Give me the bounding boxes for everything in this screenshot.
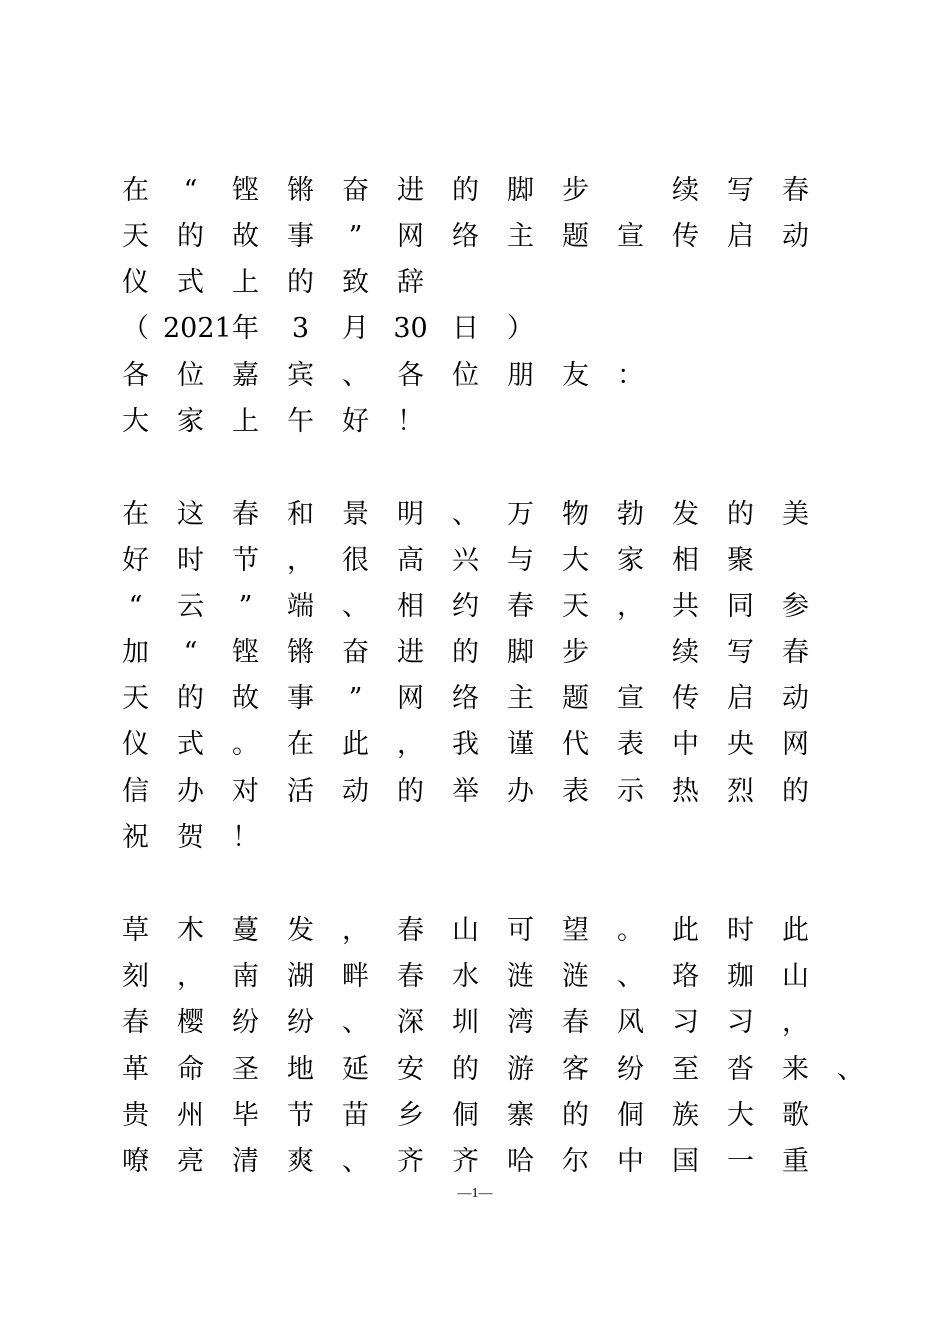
text-glyph: 涟 bbox=[507, 961, 534, 992]
text-glyph: 事 bbox=[287, 221, 314, 252]
text-glyph: 可 bbox=[507, 915, 534, 946]
text-glyph: 办 bbox=[507, 776, 534, 807]
text-glyph: ！ bbox=[232, 822, 259, 853]
text-glyph: 此 bbox=[782, 915, 809, 946]
text-glyph: 春 bbox=[782, 637, 809, 668]
paragraph-1-line bbox=[108, 584, 823, 630]
text-glyph: 致 bbox=[342, 267, 369, 298]
text-glyph: 寨 bbox=[507, 1100, 534, 1131]
text-glyph: 、 bbox=[342, 360, 369, 391]
text-glyph: 命 bbox=[177, 1054, 204, 1085]
text-glyph: 故 bbox=[232, 221, 259, 252]
text-glyph: 爽 bbox=[287, 1146, 314, 1177]
text-glyph: ， bbox=[177, 961, 204, 992]
text-glyph: 刻 bbox=[122, 961, 149, 992]
text-glyph: 涟 bbox=[562, 961, 589, 992]
text-glyph: 天 bbox=[562, 591, 589, 622]
text-glyph: 贵 bbox=[122, 1100, 149, 1131]
text-glyph: 、 bbox=[342, 1146, 369, 1177]
text-glyph: 相 bbox=[672, 545, 699, 576]
text-glyph: 代 bbox=[562, 729, 589, 760]
text-glyph: 。 bbox=[232, 729, 259, 760]
text-glyph: 春 bbox=[782, 175, 809, 206]
text-glyph: 客 bbox=[562, 1054, 589, 1085]
text-glyph: 的 bbox=[177, 221, 204, 252]
text-glyph: 延 bbox=[342, 1054, 369, 1085]
text-glyph: 景 bbox=[342, 499, 369, 530]
text-glyph: 水 bbox=[452, 961, 479, 992]
text-glyph: 的 bbox=[177, 683, 204, 714]
text-glyph: 、 bbox=[342, 1007, 369, 1038]
text-glyph: 烈 bbox=[727, 776, 754, 807]
paragraph-2-line bbox=[108, 1000, 823, 1046]
text-glyph: 写 bbox=[727, 637, 754, 668]
text-glyph: 各 bbox=[122, 360, 149, 391]
text-glyph: 共 bbox=[672, 591, 699, 622]
date-line bbox=[108, 306, 548, 352]
greeting-line bbox=[108, 399, 438, 445]
text-glyph: 木 bbox=[177, 915, 204, 946]
text-glyph: 圣 bbox=[232, 1054, 259, 1085]
text-glyph: 湾 bbox=[507, 1007, 534, 1038]
text-glyph: 、 bbox=[342, 591, 369, 622]
text-glyph: 时 bbox=[177, 545, 204, 576]
text-glyph: 表 bbox=[562, 776, 589, 807]
text-glyph: ， bbox=[287, 545, 314, 576]
text-glyph: 嘉 bbox=[232, 360, 259, 391]
text-glyph: 写 bbox=[727, 175, 754, 206]
text-glyph: 来 bbox=[782, 1054, 809, 1085]
text-glyph: 万 bbox=[507, 499, 534, 530]
text-glyph: 春 bbox=[232, 499, 259, 530]
text-glyph: 动 bbox=[782, 683, 809, 714]
salutation-line bbox=[108, 353, 658, 399]
text-glyph: ” bbox=[348, 683, 363, 714]
text-glyph: 中 bbox=[672, 729, 699, 760]
text-glyph: 热 bbox=[672, 776, 699, 807]
text-glyph: 铿 bbox=[232, 175, 259, 206]
text-glyph: 节 bbox=[287, 1100, 314, 1131]
text-glyph: 清 bbox=[232, 1146, 259, 1177]
text-glyph: 家 bbox=[177, 406, 204, 437]
text-glyph: 参 bbox=[782, 591, 809, 622]
text-glyph: 办 bbox=[177, 776, 204, 807]
text-glyph: 物 bbox=[562, 499, 589, 530]
text-glyph: 齐 bbox=[452, 1146, 479, 1177]
text-glyph: 的 bbox=[287, 267, 314, 298]
text-glyph: 2021 bbox=[163, 313, 232, 344]
text-glyph: 活 bbox=[287, 776, 314, 807]
text-glyph: 勃 bbox=[617, 499, 644, 530]
paragraph-2-line bbox=[108, 1047, 878, 1093]
text-glyph: 上 bbox=[232, 267, 259, 298]
text-glyph: 习 bbox=[727, 1007, 754, 1038]
text-glyph: 各 bbox=[397, 360, 424, 391]
text-glyph: 奋 bbox=[342, 175, 369, 206]
text-glyph: 亮 bbox=[177, 1146, 204, 1177]
text-glyph: 脚 bbox=[507, 637, 534, 668]
text-glyph: 一 bbox=[727, 1146, 754, 1177]
text-glyph: 、 bbox=[617, 961, 644, 992]
text-glyph: 锵 bbox=[287, 637, 314, 668]
text-glyph: 的 bbox=[452, 1054, 479, 1085]
text-glyph: （ bbox=[122, 313, 149, 344]
text-glyph: 表 bbox=[617, 729, 644, 760]
text-glyph: 辞 bbox=[397, 267, 424, 298]
text-glyph: 信 bbox=[122, 776, 149, 807]
text-glyph: 重 bbox=[782, 1146, 809, 1177]
text-glyph: 加 bbox=[122, 637, 149, 668]
text-glyph: 进 bbox=[397, 175, 424, 206]
paragraph-1-line bbox=[108, 722, 823, 768]
text-glyph: 山 bbox=[452, 915, 479, 946]
text-glyph: 央 bbox=[727, 729, 754, 760]
text-glyph: ， bbox=[782, 1007, 809, 1038]
text-glyph: 主 bbox=[507, 683, 534, 714]
text-glyph: 苗 bbox=[342, 1100, 369, 1131]
paragraph-1-line bbox=[108, 769, 823, 815]
text-glyph: 高 bbox=[397, 545, 424, 576]
title-line bbox=[108, 168, 823, 214]
text-glyph: 宣 bbox=[617, 683, 644, 714]
text-glyph: 此 bbox=[672, 915, 699, 946]
text-glyph: 春 bbox=[507, 591, 534, 622]
text-glyph: 乡 bbox=[397, 1100, 424, 1131]
text-glyph: 的 bbox=[397, 776, 424, 807]
text-glyph: 午 bbox=[287, 406, 314, 437]
text-glyph: 题 bbox=[562, 683, 589, 714]
text-glyph: 很 bbox=[342, 545, 369, 576]
text-glyph: 畔 bbox=[342, 961, 369, 992]
text-glyph: 嘹 bbox=[122, 1146, 149, 1177]
text-glyph: 仪 bbox=[122, 729, 149, 760]
text-glyph: 、 bbox=[452, 499, 479, 530]
text-glyph: 举 bbox=[452, 776, 479, 807]
paragraph-2-line bbox=[108, 908, 823, 954]
text-glyph: 湖 bbox=[287, 961, 314, 992]
text-glyph: 好 bbox=[342, 406, 369, 437]
text-glyph: 对 bbox=[232, 776, 259, 807]
text-glyph: 祝 bbox=[122, 822, 149, 853]
text-glyph: 时 bbox=[727, 915, 754, 946]
text-glyph: 发 bbox=[672, 499, 699, 530]
text-glyph: 端 bbox=[287, 591, 314, 622]
paragraph-2-line bbox=[108, 1139, 823, 1185]
text-glyph: 与 bbox=[507, 545, 534, 576]
text-glyph: 云 bbox=[177, 591, 204, 622]
text-glyph: 的 bbox=[452, 175, 479, 206]
text-glyph: 铿 bbox=[232, 637, 259, 668]
text-glyph: 宾 bbox=[287, 360, 314, 391]
text-glyph: 蔓 bbox=[232, 915, 259, 946]
text-glyph: 网 bbox=[782, 729, 809, 760]
text-glyph: 山 bbox=[782, 961, 809, 992]
text-glyph: 纷 bbox=[617, 1054, 644, 1085]
text-glyph: 兴 bbox=[452, 545, 479, 576]
text-glyph: 在 bbox=[122, 175, 149, 206]
text-glyph: 安 bbox=[397, 1054, 424, 1085]
text-glyph: 珞 bbox=[672, 961, 699, 992]
title-line bbox=[108, 214, 823, 260]
text-glyph: 大 bbox=[122, 406, 149, 437]
paragraph-1-line bbox=[108, 538, 768, 584]
text-glyph: “ bbox=[183, 637, 198, 668]
text-glyph: 位 bbox=[452, 360, 479, 391]
text-glyph: 哈 bbox=[507, 1146, 534, 1177]
text-glyph: ） bbox=[507, 313, 534, 344]
text-glyph: 尔 bbox=[562, 1146, 589, 1177]
text-glyph: “ bbox=[128, 591, 143, 622]
paragraph-1-line bbox=[108, 630, 823, 676]
text-glyph: ” bbox=[238, 591, 253, 622]
text-glyph: 深 bbox=[397, 1007, 424, 1038]
text-glyph: 网 bbox=[397, 683, 424, 714]
text-glyph: 脚 bbox=[507, 175, 534, 206]
text-glyph: 纷 bbox=[287, 1007, 314, 1038]
text-glyph: 约 bbox=[452, 591, 479, 622]
text-glyph: 州 bbox=[177, 1100, 204, 1131]
text-glyph: 事 bbox=[287, 683, 314, 714]
text-glyph: 的 bbox=[452, 637, 479, 668]
text-glyph: 步 bbox=[562, 175, 589, 206]
text-glyph: 进 bbox=[397, 637, 424, 668]
text-glyph: 、 bbox=[837, 1054, 864, 1085]
text-glyph: 动 bbox=[342, 776, 369, 807]
text-glyph: 示 bbox=[617, 776, 644, 807]
text-glyph: 日 bbox=[452, 313, 479, 344]
text-glyph: 国 bbox=[672, 1146, 699, 1177]
text-glyph: 网 bbox=[397, 221, 424, 252]
text-glyph: 大 bbox=[727, 1100, 754, 1131]
text-glyph: 年 bbox=[232, 313, 259, 344]
paragraph-1-line bbox=[108, 815, 273, 861]
text-glyph: 春 bbox=[397, 961, 424, 992]
text-glyph: 歌 bbox=[782, 1100, 809, 1131]
text-glyph: 和 bbox=[287, 499, 314, 530]
text-glyph: 族 bbox=[672, 1100, 699, 1131]
text-glyph: 大 bbox=[562, 545, 589, 576]
text-glyph: 侗 bbox=[617, 1100, 644, 1131]
text-glyph: 络 bbox=[452, 221, 479, 252]
text-glyph: 动 bbox=[782, 221, 809, 252]
text-glyph: 络 bbox=[452, 683, 479, 714]
text-glyph: 春 bbox=[122, 1007, 149, 1038]
text-glyph: 我 bbox=[452, 729, 479, 760]
text-glyph: 的 bbox=[782, 776, 809, 807]
text-glyph: 故 bbox=[232, 683, 259, 714]
text-glyph: 聚 bbox=[727, 545, 754, 576]
text-glyph: 在 bbox=[287, 729, 314, 760]
page-number: —1— bbox=[457, 1186, 493, 1201]
text-glyph: 游 bbox=[507, 1054, 534, 1085]
text-glyph: 明 bbox=[397, 499, 424, 530]
title-line bbox=[108, 260, 438, 306]
text-glyph: 侗 bbox=[452, 1100, 479, 1131]
text-glyph: 天 bbox=[122, 221, 149, 252]
text-glyph: 奋 bbox=[342, 637, 369, 668]
paragraph-2-line bbox=[108, 954, 823, 1000]
text-glyph: 春 bbox=[397, 915, 424, 946]
text-glyph: ， bbox=[397, 729, 424, 760]
text-glyph: 锵 bbox=[287, 175, 314, 206]
text-glyph: 启 bbox=[727, 221, 754, 252]
text-glyph: 齐 bbox=[397, 1146, 424, 1177]
text-glyph: 上 bbox=[232, 406, 259, 437]
paragraph-2-line bbox=[108, 1093, 823, 1139]
text-glyph: 草 bbox=[122, 915, 149, 946]
text-glyph: ” bbox=[348, 221, 363, 252]
text-glyph: 至 bbox=[672, 1054, 699, 1085]
text-glyph: 题 bbox=[562, 221, 589, 252]
text-glyph: 的 bbox=[562, 1100, 589, 1131]
text-glyph: 革 bbox=[122, 1054, 149, 1085]
text-glyph: 南 bbox=[232, 961, 259, 992]
text-glyph: 朋 bbox=[507, 360, 534, 391]
text-glyph: 启 bbox=[727, 683, 754, 714]
text-glyph: 贺 bbox=[177, 822, 204, 853]
text-glyph: 月 bbox=[342, 313, 369, 344]
text-glyph: 3 bbox=[291, 313, 310, 344]
text-glyph: 的 bbox=[727, 499, 754, 530]
text-glyph: 这 bbox=[177, 499, 204, 530]
text-glyph: 。 bbox=[617, 915, 644, 946]
text-glyph: 步 bbox=[562, 637, 589, 668]
text-glyph: 好 bbox=[122, 545, 149, 576]
text-glyph: 圳 bbox=[452, 1007, 479, 1038]
text-glyph: ， bbox=[342, 915, 369, 946]
text-glyph: 风 bbox=[617, 1007, 644, 1038]
text-glyph: 传 bbox=[672, 683, 699, 714]
text-glyph: 家 bbox=[617, 545, 644, 576]
text-glyph: 仪 bbox=[122, 267, 149, 298]
text-glyph: 续 bbox=[672, 175, 699, 206]
text-glyph: 珈 bbox=[727, 961, 754, 992]
text-glyph: 位 bbox=[177, 360, 204, 391]
text-glyph: 相 bbox=[397, 591, 424, 622]
text-glyph: 宣 bbox=[617, 221, 644, 252]
text-glyph: 习 bbox=[672, 1007, 699, 1038]
text-glyph: 望 bbox=[562, 915, 589, 946]
text-glyph: 美 bbox=[782, 499, 809, 530]
text-glyph: 式 bbox=[177, 267, 204, 298]
text-glyph: 同 bbox=[727, 591, 754, 622]
text-glyph: 樱 bbox=[177, 1007, 204, 1038]
text-glyph: 节 bbox=[232, 545, 259, 576]
text-glyph: ， bbox=[617, 591, 644, 622]
text-glyph: 毕 bbox=[232, 1100, 259, 1131]
text-glyph: 传 bbox=[672, 221, 699, 252]
text-glyph: “ bbox=[183, 175, 198, 206]
text-glyph: 在 bbox=[122, 499, 149, 530]
text-glyph: 地 bbox=[287, 1054, 314, 1085]
text-glyph: 30 bbox=[393, 313, 428, 344]
text-glyph: 主 bbox=[507, 221, 534, 252]
text-glyph: ！ bbox=[397, 406, 424, 437]
text-glyph: 此 bbox=[342, 729, 369, 760]
text-glyph: ： bbox=[617, 360, 644, 391]
text-glyph: 续 bbox=[672, 637, 699, 668]
text-glyph: 友 bbox=[562, 360, 589, 391]
text-glyph: 谨 bbox=[507, 729, 534, 760]
text-glyph: 天 bbox=[122, 683, 149, 714]
text-glyph: 中 bbox=[617, 1146, 644, 1177]
text-glyph: 春 bbox=[562, 1007, 589, 1038]
paragraph-1-line bbox=[108, 676, 823, 722]
text-glyph: 沓 bbox=[727, 1054, 754, 1085]
paragraph-1-line bbox=[108, 492, 823, 538]
text-glyph: 发 bbox=[287, 915, 314, 946]
text-glyph: 式 bbox=[177, 729, 204, 760]
text-glyph: 纷 bbox=[232, 1007, 259, 1038]
